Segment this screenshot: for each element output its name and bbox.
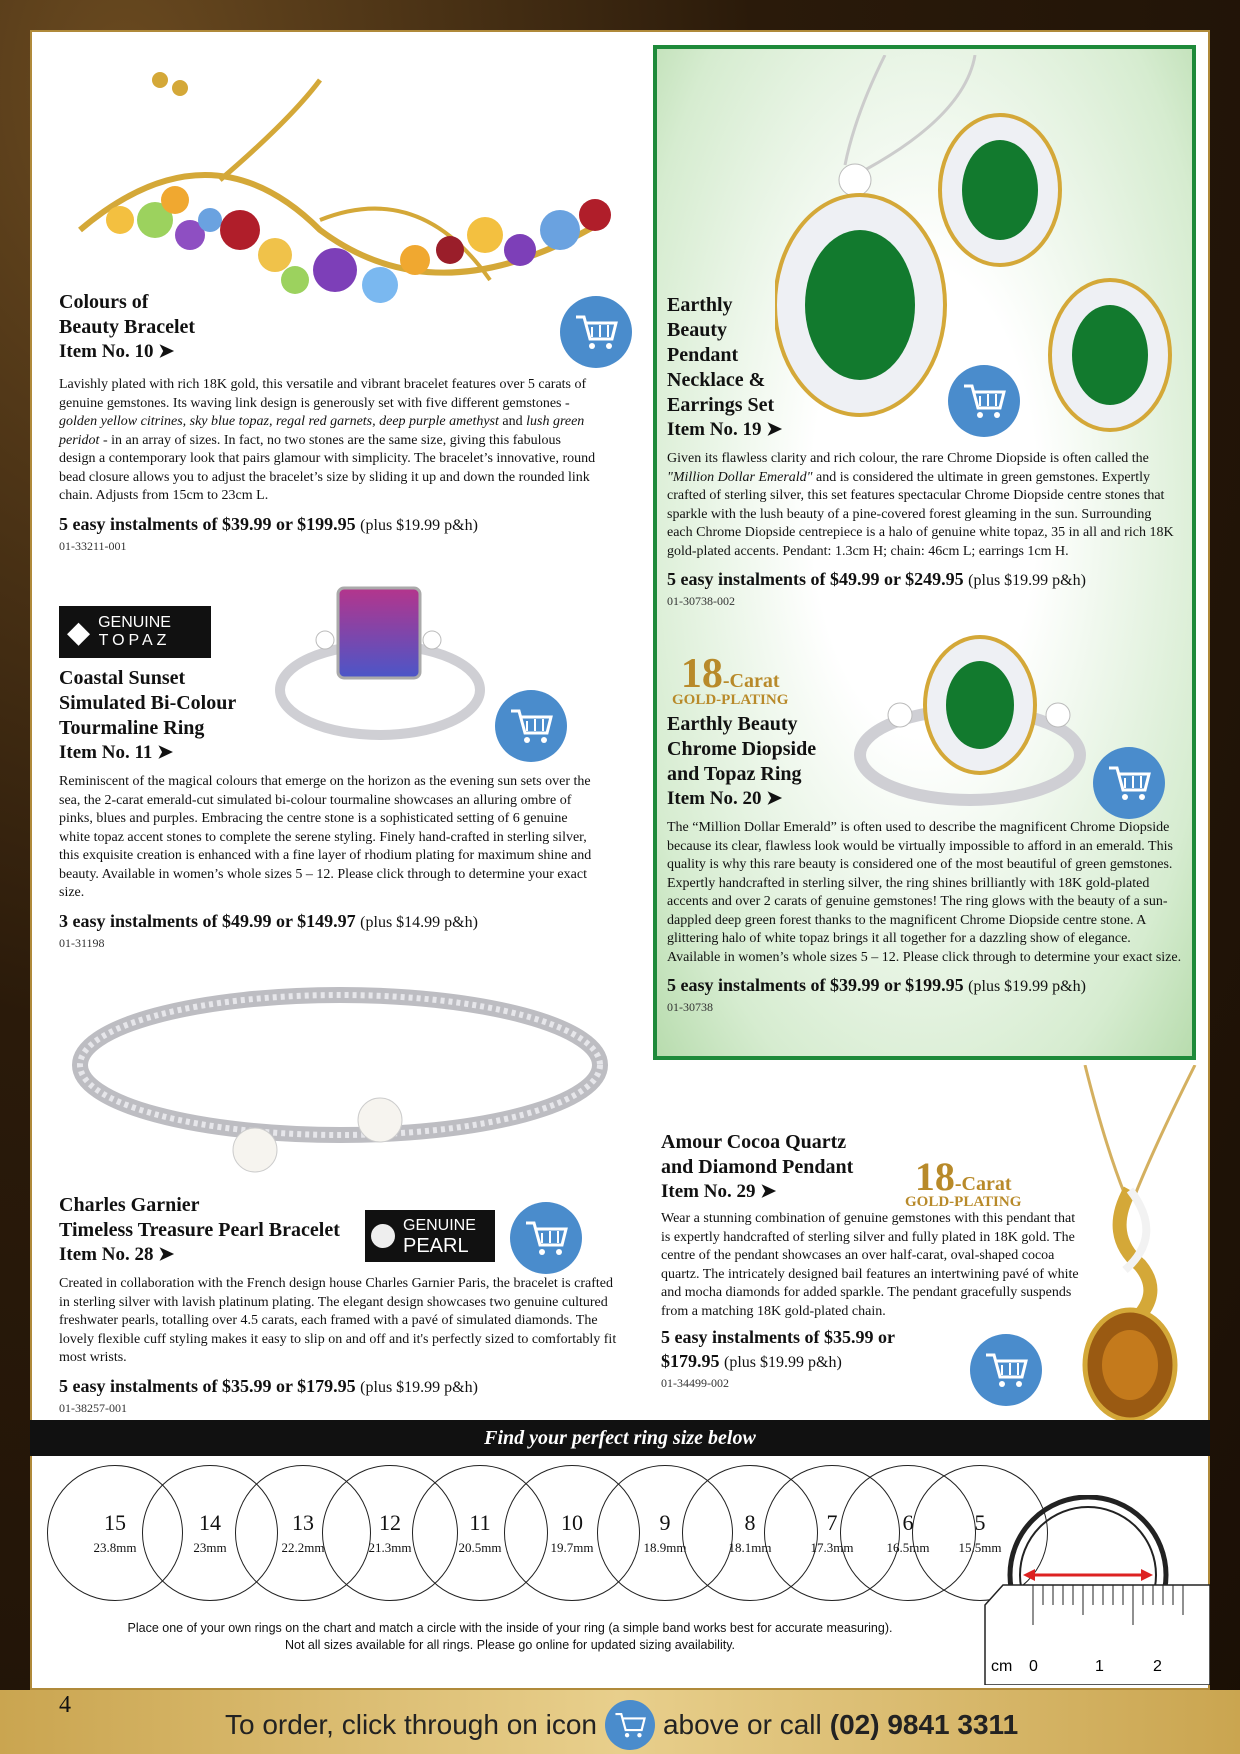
ring-size-mm: 23mm (193, 1540, 227, 1555)
ruler-tick-label: 1 (1095, 1658, 1104, 1675)
ring-size-number: 14 (199, 1510, 221, 1535)
product-title: Timeless Treasure Pearl Bracelet (59, 1219, 340, 1241)
product-title: Beauty Bracelet (59, 316, 196, 338)
ring-size-mm: 19.7mm (550, 1540, 594, 1555)
pearl-bracelet-image (60, 975, 630, 1205)
shopping-cart-icon (962, 382, 1006, 420)
product-title: and Diamond Pendant (661, 1156, 854, 1178)
product-description: Created in collaboration with the French design house Charles Garnier Paris, the bracelet is crafted in sterling silver with lavish platinum plating. The elegant design showcases two genuine cultured freshwater pearls, totalling over 4.5 carats, each framed with a pavé of simulated diamonds. The lovely flexible cuff styling makes it easy to slip on and off and it's perfectly sized to comfortably fit most wrists. (59, 1276, 617, 1365)
gold-plating-label: GOLD-PLATING (905, 1194, 1022, 1210)
product-title: Beauty (667, 319, 727, 341)
gold-plating-badge (905, 1153, 1021, 1211)
item-number: Item No. 29 ➤ (661, 1181, 777, 1202)
product-title: Earrings Set (667, 394, 775, 416)
footer-text: To order, click through on icon (225, 1709, 597, 1740)
ring-sizer-note (60, 1620, 960, 1654)
shopping-cart-icon (984, 1351, 1028, 1389)
ring-size-mm: 22.2mm (281, 1540, 325, 1555)
phone-number[interactable]: (02) 9841 3311 (829, 1709, 1019, 1740)
price: 5 easy instalments of $35.99 or $179.95 (plus $19.99 p&h) (59, 1375, 478, 1396)
ring-size-number: 15 (104, 1510, 126, 1535)
product-title: Chrome Diopside (667, 738, 817, 760)
ring-size-number: 5 (974, 1510, 986, 1535)
genuine-topaz-badge (59, 606, 211, 658)
product-title: Pendant (667, 344, 739, 366)
product-title: Earthly (667, 294, 733, 316)
price: 5 easy instalments of $35.99 or $179.95 (plus $19.99 p&h) (661, 1325, 1081, 1375)
product-description: Reminiscent of the magical colours that emerge on the horizon as the evening sun sets over the sea, the 2-carat emerald-cut simulated bi-colour tourmaline showcases an alluring ombre of pinks, blues and purples. Embracing the centre stone is a sophisticated setting of 6 genuine white topaz accent stones to complete the serene styling. Finely hand-crafted in sterling silver, this exquisite creation is enhanced with a fine layer of rhodium plating for maximum shine and beauty. Available in women’s whole sizes 5 – 12. Please click through to determine your exact size. (59, 774, 592, 900)
carat-word: -Carat (722, 670, 780, 692)
product-title: Simulated Bi-Colour (59, 692, 237, 714)
gold-plating-label: GOLD-PLATING (672, 692, 789, 708)
shopping-cart-icon (1107, 764, 1151, 802)
item-number: Item No. 28 ➤ (59, 1244, 175, 1265)
footer-text: above or call (662, 1709, 822, 1740)
ruler-tick-label: 2 (1153, 1658, 1162, 1675)
ring-size-mm: 21.3mm (368, 1540, 412, 1555)
product-description: The “Million Dollar Emerald” is often used to describe the magnificent Chrome Diopside because its clear, flawless look would be virtually impossible to afford in an emerald. This quality is why this rare beauty is considered one of the most beautiful of green gemstones. Expertly handcrafted in sterling silver, the ring shines brilliantly with 18K gold-plated accents and over 2 carats of genuine gemstones! The ring glows with the beauty of a sun-dappled deep green forest thanks to the magnificent Chrome Diopside centre stone. A glittering halo of white topaz brings it all together for a dazzling show of elegance. Available in women’s whole sizes 5 – 12. Please click through to determine your exact size. (667, 820, 1182, 965)
ring-size-mm: 17.3mm (810, 1540, 854, 1555)
item-number: Item No. 19 ➤ (667, 419, 783, 440)
product-code: 01-38257-001 (59, 1400, 127, 1415)
product-code: 01-30738-002 (667, 594, 735, 608)
carat-number: 18 (680, 651, 723, 697)
gold-plating-badge (672, 650, 788, 709)
shopping-cart-icon (524, 1219, 568, 1257)
product-title: and Topaz Ring (667, 763, 802, 785)
note-line: Place one of your own rings on the chart and match a circle with the inside of your ring (a simple band works best for accurate measuring). (127, 1621, 893, 1635)
shopping-cart-icon (509, 707, 553, 745)
product-title: Charles Garnier (59, 1194, 200, 1216)
product-title: Earthly Beauty (667, 713, 798, 735)
ring-size-number: 11 (469, 1510, 491, 1535)
ring-measure-illustration (983, 1495, 1210, 1685)
colours-bracelet-image (60, 60, 630, 320)
item-number: Item No. 11 ➤ (59, 742, 174, 763)
item-number: Item No. 20 ➤ (667, 788, 783, 809)
product-description: Wear a stunning combination of genuine gemstones with this pendant that is expertly handcrafted of sterling silver and fully plated in 18K gold. The centre of the pendant showcases an over half-carat, oval-shaped cocoa quartz. The intricately designed bail features an intertwining pavé of white and mocha diamonds for added sparkle. The pendant gracefully suspends from a matching 18K gold-plated chain. (661, 1211, 1079, 1319)
ring-size-mm: 18.1mm (728, 1540, 772, 1555)
ring-size-number: 12 (379, 1510, 401, 1535)
ring-size-number: 10 (561, 1510, 583, 1535)
product-earthly-beauty-set (667, 293, 1177, 609)
shopping-cart-icon (614, 1711, 646, 1739)
product-colours-bracelet (59, 290, 599, 554)
cart-button[interactable] (560, 296, 632, 368)
product-title: Amour Cocoa Quartz (661, 1131, 847, 1153)
item-number: Item No. 10 ➤ (59, 341, 175, 362)
genuine-pearl-badge (365, 1210, 495, 1262)
note-line: Not all sizes available for all rings. Please go online for updated sizing availability. (284, 1638, 735, 1652)
ring-size-mm: 16.5mm (886, 1540, 930, 1555)
ring-size-number: 8 (744, 1510, 756, 1535)
product-title: Tourmaline Ring (59, 717, 205, 739)
ring-size-number: 13 (292, 1510, 314, 1535)
ring-size-number: 9 (659, 1510, 671, 1535)
cart-button[interactable] (970, 1334, 1042, 1406)
ring-size-mm: 18.9mm (643, 1540, 687, 1555)
badge-line: PEARL (403, 1235, 469, 1257)
badge-line: GENUINE (98, 614, 171, 631)
ring-size-mm: 15.5mm (958, 1540, 1002, 1555)
pearl-icon (371, 1224, 395, 1248)
product-code: 01-31198 (59, 935, 105, 950)
cart-button[interactable] (510, 1202, 582, 1274)
product-code: 01-33211-001 (59, 538, 127, 553)
order-instructions (225, 1702, 1018, 1748)
carat-number: 18 (914, 1154, 955, 1199)
cart-button[interactable] (1093, 747, 1165, 819)
product-title: Colours of (59, 291, 149, 313)
price: 3 easy instalments of $49.99 or $149.97 (plus $14.99 p&h) (59, 910, 478, 931)
diamond-icon: ◆ (67, 615, 91, 649)
product-code: 01-30738 (667, 1000, 713, 1014)
product-description: Lavishly plated with rich 18K gold, this versatile and vibrant bracelet features over 5 carats of genuine gemstones. Its waving link design is generously set with five different gemstones - golden yellow citrines, sky blue topaz, regal red garnets, deep purple amethyst and lush green peridot - in an array of sizes. In fact, no two stones are the same size, giving this fabulous design a contemporary look that pairs glamour with simplicity. The bracelet’s innovative, round bead closure allows you to adjust the bracelet’s size by sliding it up and down the rounded link chain. Adjusts from 15cm to 23cm L. (59, 377, 596, 503)
product-title: Coastal Sunset (59, 667, 186, 689)
shopping-cart-icon (574, 313, 618, 351)
product-code: 01-34499-002 (661, 1376, 729, 1390)
badge-line: GENUINE (403, 1217, 476, 1234)
cart-button[interactable] (948, 365, 1020, 437)
price-line: 5 easy instalments of $35.99 or (661, 1327, 895, 1347)
badge-line: TOPAZ (98, 632, 171, 649)
product-title: Necklace & (667, 369, 766, 391)
ring-size-number: 6 (902, 1510, 914, 1535)
price: 5 easy instalments of $49.99 or $249.95 (plus $19.99 p&h) (667, 569, 1086, 589)
ring-size-mm: 20.5mm (458, 1540, 502, 1555)
price: 5 easy instalments of $39.99 or $199.95 (plus $19.99 p&h) (59, 513, 478, 534)
ring-size-mm: 23.8mm (93, 1540, 137, 1555)
product-description: Given its flawless clarity and rich colour, the rare Chrome Diopside is often called the "Million Dollar Emerald" and is considered the ultimate in green gemstones. Expertly crafted of sterling silver, this set features spectacular Chrome Diopside centre stones that sparkle with the lush beauty of a pine-covered forest gleaming in the sun. Surrounding each Chrome Diopside centrepiece is a halo of genuine white topaz, 35 in all and rich 18K gold-plated accents. Pendant: 1.3cm H; chain: 46cm L; earrings 1cm H. (667, 451, 1174, 559)
ruler-tick-label: 0 (1029, 1658, 1038, 1675)
cart-button[interactable] (495, 690, 567, 762)
page-number: 4 (59, 1692, 71, 1718)
price: 5 easy instalments of $39.99 or $199.95 (plus $19.99 p&h) (667, 975, 1086, 995)
carat-word: -Carat (954, 1173, 1012, 1195)
cart-button[interactable] (605, 1700, 655, 1750)
ring-size-number: 7 (826, 1510, 838, 1535)
ruler-unit: cm (991, 1658, 1013, 1675)
ring-sizer-header: Find your perfect ring size below (30, 1420, 1210, 1456)
